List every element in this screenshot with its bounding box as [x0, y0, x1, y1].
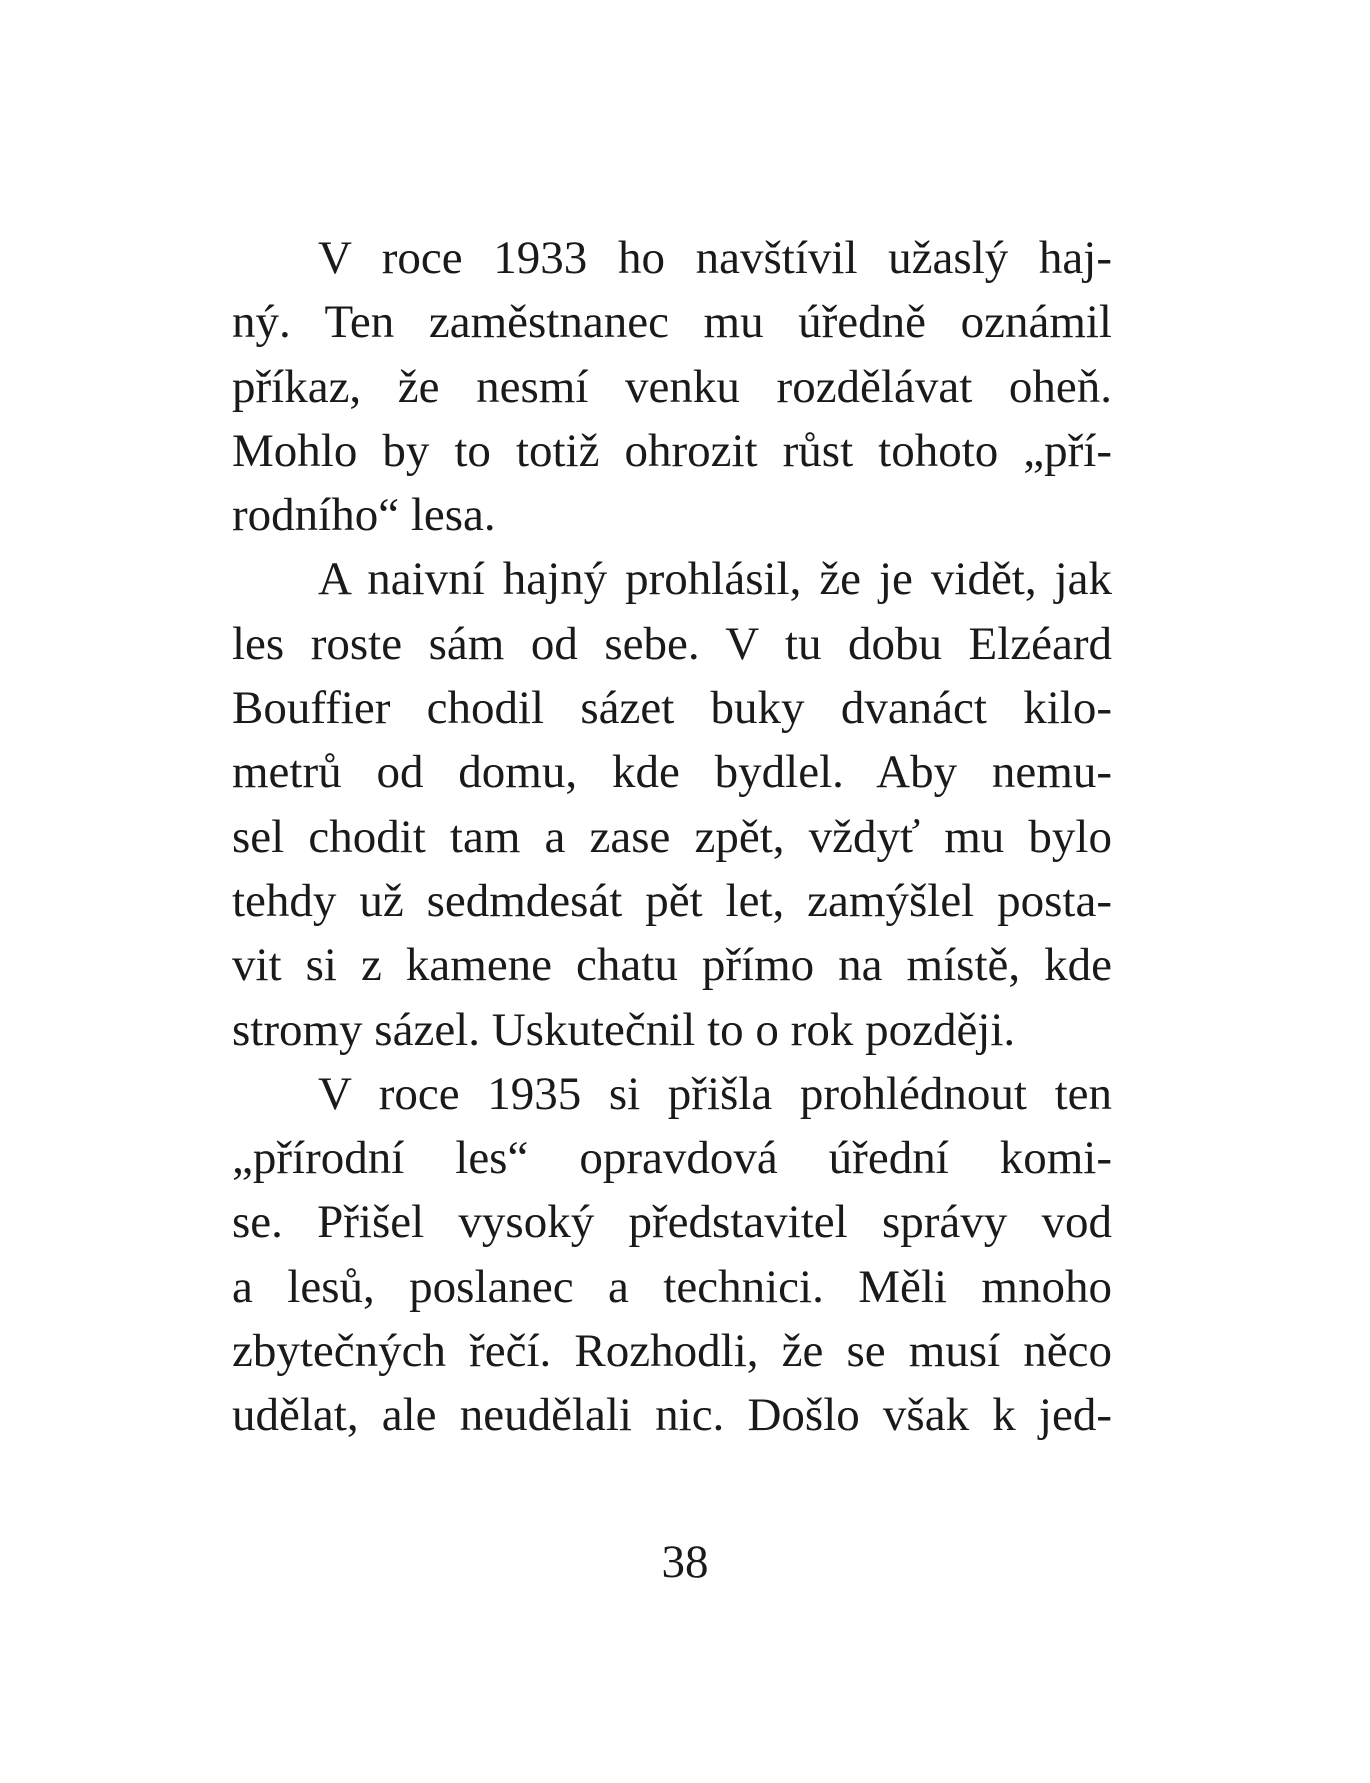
- text-line: vit si z kamene chatu přímo na místě, kde: [232, 939, 1112, 992]
- text-line: příkaz, že nesmí venku rozdělávat oheň.: [232, 360, 1112, 413]
- paragraph-2: [232, 547, 1112, 1061]
- text-line: „přírodní les“ opravdová úřední komi-: [232, 1132, 1112, 1185]
- text-line: rodního“ lesa.: [232, 489, 496, 542]
- text-line: metrů od domu, kde bydlel. Aby nemu-: [232, 746, 1112, 799]
- paragraph-1: [232, 226, 1112, 547]
- text-line: zbytečných řečí. Rozhodli, že se musí něco: [232, 1325, 1112, 1378]
- text-line: Mohlo by to totiž ohrozit růst tohoto „pří-: [232, 424, 1112, 477]
- text-line: Bouffier chodil sázet buky dvanáct kilo-: [232, 682, 1112, 735]
- text-line: se. Přišel vysoký představitel správy vod: [232, 1196, 1112, 1249]
- text-line: V roce 1933 ho navštívil užaslý haj-: [318, 232, 1112, 284]
- body-text: [232, 226, 1112, 1448]
- text-line: les roste sám od sebe. V tu dobu Elzéard: [232, 617, 1112, 670]
- text-line: stromy sázel. Uskutečnil to o rok později.: [232, 1003, 1016, 1056]
- text-line: sel chodit tam a zase zpět, vždyť mu bylo: [232, 810, 1112, 863]
- text-line: a lesů, poslanec a technici. Měli mnoho: [232, 1260, 1112, 1313]
- text-line: tehdy už sedmdesát pět let, zamýšlel posta-: [232, 874, 1112, 927]
- text-line: udělat, ale neudělali nic. Došlo však k jed-: [232, 1389, 1112, 1442]
- text-line: V roce 1935 si přišla prohlédnout ten: [318, 1067, 1112, 1120]
- paragraph-3: [232, 1062, 1112, 1448]
- page-number: 38: [661, 1536, 709, 1588]
- text-line: A naivní hajný prohlásil, že je vidět, jak: [318, 553, 1112, 606]
- text-line: ný. Ten zaměstnanec mu úředně oznámil: [232, 296, 1112, 349]
